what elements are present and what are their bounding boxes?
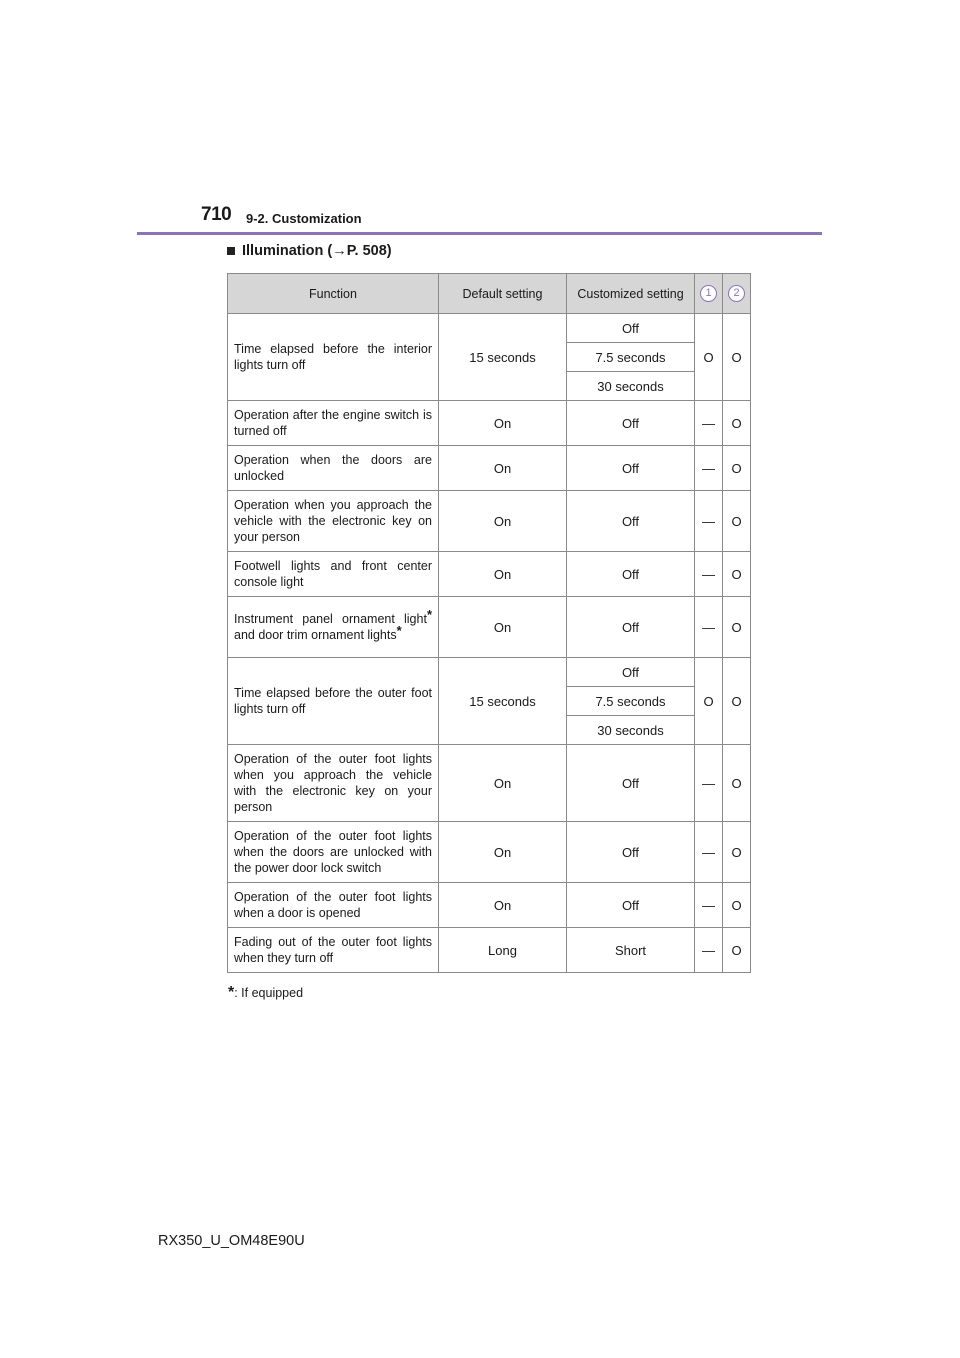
function-cell: Footwell lights and front center console light — [228, 552, 439, 597]
mark-cell-1: — — [695, 883, 723, 928]
option-cell: 30 seconds — [567, 372, 695, 401]
footnote-marker: * — [396, 623, 402, 638]
function-cell: Operation when the doors are unlocked — [228, 446, 439, 491]
table-row — [228, 658, 751, 687]
table-row — [228, 491, 751, 552]
custom-cell: Off — [567, 597, 695, 658]
mark-cell-2: O — [723, 928, 751, 973]
custom-cell: Off — [567, 401, 695, 446]
col-header-2 — [723, 274, 751, 314]
footnote-star: * — [228, 984, 235, 1001]
mark-cell-1: — — [695, 745, 723, 822]
circled-2-icon: 2 — [728, 285, 745, 302]
footnote-marker: * — [426, 607, 432, 622]
mark-cell-1: O — [695, 658, 723, 745]
custom-cell: Off — [567, 822, 695, 883]
option-cell: Off — [567, 314, 695, 343]
square-bullet-icon — [227, 247, 235, 255]
default-cell: 15 seconds — [439, 658, 567, 745]
table-row — [228, 597, 751, 658]
mark-cell-1: — — [695, 401, 723, 446]
table-row — [228, 446, 751, 491]
custom-cell: Short — [567, 928, 695, 973]
circled-1-icon: 1 — [700, 285, 717, 302]
footnote-text: : If equipped — [234, 986, 304, 1000]
table-row — [228, 314, 751, 343]
table-row — [228, 928, 751, 973]
mark-cell-2: O — [723, 883, 751, 928]
page-number: 710 — [201, 204, 232, 225]
option-cell: 7.5 seconds — [567, 343, 695, 372]
mark-cell-2: O — [723, 446, 751, 491]
mark-cell-2: O — [723, 401, 751, 446]
mark-cell-2: O — [723, 552, 751, 597]
default-cell: On — [439, 883, 567, 928]
option-cell: Off — [567, 658, 695, 687]
mark-cell-2: O — [723, 745, 751, 822]
mark-cell-1: — — [695, 552, 723, 597]
section-title: 9-2. Customization — [246, 211, 362, 226]
manual-code: RX350_U_OM48E90U — [158, 1233, 305, 1249]
header-divider — [137, 232, 822, 235]
function-text-a: Instrument panel ornament light — [234, 612, 427, 626]
table-row — [228, 552, 751, 597]
col-header-customized: Customized setting — [567, 274, 695, 314]
function-cell: Time elapsed before the outer foot lights turn off — [228, 658, 439, 745]
mark-cell-1: — — [695, 822, 723, 883]
table-header-row — [228, 274, 751, 314]
option-cell: 7.5 seconds — [567, 687, 695, 716]
custom-cell: Off — [567, 552, 695, 597]
default-cell: On — [439, 491, 567, 552]
mark-cell-2: O — [723, 314, 751, 401]
mark-cell-2: O — [723, 822, 751, 883]
function-cell: Operation of the outer foot lights when a door is opened — [228, 883, 439, 928]
function-cell: Operation after the engine switch is turned off — [228, 401, 439, 446]
default-cell: 15 seconds — [439, 314, 567, 401]
default-cell: On — [439, 446, 567, 491]
custom-cell: Off — [567, 883, 695, 928]
table-row — [228, 883, 751, 928]
mark-cell-1: — — [695, 491, 723, 552]
function-cell: Time elapsed before the interior lights turn off — [228, 314, 439, 401]
subheading-text: Illumination (→P. 508) — [242, 243, 392, 259]
option-cell: 30 seconds — [567, 716, 695, 745]
default-cell: On — [439, 552, 567, 597]
subheading — [227, 243, 392, 259]
table-row — [228, 401, 751, 446]
table-row — [228, 822, 751, 883]
custom-cell: Off — [567, 491, 695, 552]
custom-cell: Off — [567, 745, 695, 822]
table-row — [228, 745, 751, 822]
mark-cell-2: O — [723, 658, 751, 745]
mark-cell-1: — — [695, 928, 723, 973]
function-cell: Operation when you approach the vehicle with the electronic key on your person — [228, 491, 439, 552]
mark-cell-1: — — [695, 446, 723, 491]
col-header-default: Default setting — [439, 274, 567, 314]
default-cell: On — [439, 745, 567, 822]
default-cell: On — [439, 597, 567, 658]
function-cell: Operation of the outer foot lights when you approach the vehicle with the electronic key on your person — [228, 745, 439, 822]
mark-cell-2: O — [723, 491, 751, 552]
function-cell: Operation of the outer foot lights when the doors are unlocked with the power door lock switch — [228, 822, 439, 883]
mark-cell-2: O — [723, 597, 751, 658]
mark-cell-1: O — [695, 314, 723, 401]
custom-cell: Off — [567, 446, 695, 491]
col-header-function: Function — [228, 274, 439, 314]
function-text-b: and door trim ornament lights — [234, 628, 397, 642]
function-cell — [228, 597, 439, 658]
customization-table — [227, 273, 751, 973]
mark-cell-1: — — [695, 597, 723, 658]
default-cell: Long — [439, 928, 567, 973]
default-cell: On — [439, 401, 567, 446]
footnote — [228, 984, 303, 1002]
default-cell: On — [439, 822, 567, 883]
function-cell: Fading out of the outer foot lights when they turn off — [228, 928, 439, 973]
col-header-1 — [695, 274, 723, 314]
